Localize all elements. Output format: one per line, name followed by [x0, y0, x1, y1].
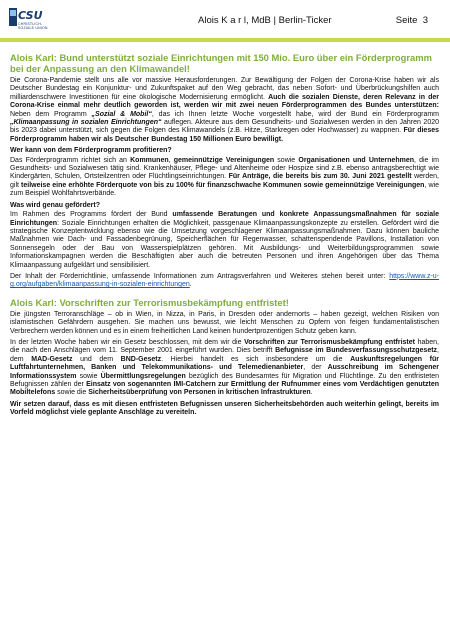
article-paragraph	[10, 401, 439, 418]
text-run-bold: Organisationen und Unternehmen	[298, 156, 414, 164]
text-run-bold: teilweise eine erhöhte Förderquote von bis zu 100% für finanzschwache Kommunen sowie gemeinnützige Vereinigungen	[21, 181, 425, 189]
text-run: auflegen. Akteure aus dem Gesundheits- und Sozialwesen werden in den Jahren 2020 bis 2023 dabei unterstützt, sich gegen die Folgen des Klimawandels (z.B. Hitze, Starkregen oder Hochwasser) zu wappnen.	[10, 119, 439, 135]
text-run: sowie	[274, 156, 299, 164]
logo-subtitle: CHRISTLICH-SOZIALE UNION	[18, 22, 48, 30]
text-run-bold: Wir setzen darauf, dass es mit diesen entfristeten Befugnissen unseren Sicherheitsbehörden auch weiterhin gelingt, bereits im Vorfeld möglichst viele geplante Anschläge zu vereiteln.	[10, 400, 439, 417]
newsletter-title: Alois K a r l, MdB | Berlin-Ticker	[198, 15, 332, 26]
text-run: bezüglich des Bundesamtes für Migration und Flüchtlinge. Zu den entfristeten Befugnissen zählen der	[10, 372, 439, 388]
text-run: werden, gilt	[10, 173, 439, 189]
article-paragraph: Die jüngsten Terroranschläge – ob in Wien, in Nizza, in Paris, in Dresden oder andernorts – haben gezeigt, welchen Risiken von islamistischen Gefährdern ausgehen. Sie machen uns bewusst, wie leicht Menschen zu Opfern von feigen fundamentalistischen Verbrechern werden können und es in einem freiheitlichen Land keinen hundertprozentigen Schutz geben kann.	[10, 310, 439, 335]
article-climate-adaptation	[10, 52, 439, 290]
subheading-beneficiaries: Wer kann von dem Förderprogramm profitieren?	[10, 147, 172, 155]
csu-logo	[4, 2, 56, 38]
article-paragraph	[10, 273, 439, 290]
program-name: „Klimaanpassung in sozialen Einrichtungen“	[10, 119, 162, 127]
page-number: Seite 3	[395, 15, 428, 26]
text-run-bold: gemeinnützige Vereinigungen	[173, 156, 275, 164]
text-run: .	[310, 389, 313, 397]
text-run: , der	[303, 364, 328, 372]
page-content	[10, 52, 439, 421]
info-link[interactable]: https://www.z-u-g.org/aufgaben/klimaanpassung-in-sozialen-einrichtungen	[10, 272, 439, 289]
subheading-funding-scope: Was wird genau gefördert?	[10, 201, 100, 209]
text-run: Im Rahmen des Programms fördert der Bund	[10, 211, 173, 219]
text-run-bold: BND-Gesetz	[120, 355, 162, 363]
article-paragraph	[10, 211, 439, 270]
article-paragraph	[10, 157, 439, 199]
text-run-bold: umfassende Beratungen und konkrete Anpassungsmaßnahmen für soziale Einrichtungen	[10, 211, 439, 227]
text-run: und dem	[72, 355, 121, 363]
text-run-bold: Auch die sozialen Dienste, deren Relevanz in der Corona-Krise einmal mehr deutlich geworden ist, werden wir mit zwei neuen Förderprogrammen des Bundes unterstützen:	[10, 93, 439, 110]
text-run-bold: Übermittlungsregelungen	[100, 372, 186, 380]
text-run: , wie zum Beispiel Wohlfahrtsverbände.	[10, 181, 439, 198]
text-run: Das Förderprogramm richtet sich an	[10, 156, 131, 164]
text-run-bold: Einsatz von sogenannten IMI-Catchern zur Ermittlung der Rufnummer eines vom Verdächtigen genutzten Mobiltelefons	[10, 381, 439, 397]
text-run-bold: Ausschreibung im Schengener Informationssystem	[10, 364, 439, 380]
article-paragraph	[10, 339, 439, 398]
text-run: Neben dem Programm	[10, 110, 92, 118]
text-run-bold: Befugnisse im Bundesverfassungsschutzgesetz	[275, 347, 438, 355]
text-run: , die im Gesundheits- und Sozialwesen tätig sind. Krankenhäuser, Pflege- und Altenheime oder Hospize sind z.B. ebenso antragsberechtigt wie Kindergärten, Schulen, Ortsteilzentren oder Flüchtlingseinrichtungen.	[10, 156, 440, 181]
text-run: .	[189, 281, 192, 289]
text-run-bold: Auskunftsregelungen für Luftfahrtunternehmen, Banken und Telekommunikations- und Telemedienanbieter	[10, 355, 440, 372]
text-run: sowie die	[55, 389, 89, 397]
text-run: , das ich Ihnen letzte Woche vorgestellt habe, wird der Bund ein Förderprogramm	[151, 110, 439, 118]
text-run-bold: Kommunen	[130, 156, 169, 164]
text-run: : Soziale Einrichtungen erhalten die Möglichkeit, passgenaue Klimaanpassungskonzepte zu erstellen. Gefördert wird die strategische Konzeptentwicklung ebenso wie die Umsetzung vorgeschlagener Klimaanpassungsmaßnahmen. Dazu können bauliche Maßnahmen wie Dach- und Fassadenbegrünung, Speicherflächen für Regenwasser, schattenspendende Pavillons, Installation von Sonnensegeln oder der Bau von Wasserspielplätzen gehören. Mit Ausbildungs- und Weiterbildungsprogrammen sowie Informationskampagnen werden die Beschäftigten aber auch die betreuten Personen und ihren Angehörigen über das Thema Klimaanpassung aufgeklärt und sensibilisiert.	[10, 219, 439, 269]
program-name: „Sozial & Mobil“	[91, 110, 152, 118]
text-run: , dem	[10, 347, 439, 363]
page-header	[0, 0, 450, 42]
text-run: . Hierbei handelt es sich insbesondere um die	[161, 355, 351, 363]
article-title: Alois Karl: Bund unterstützt soziale Einrichtungen mit 150 Mio. Euro über ein Förderprogramm bei der Anpassung an den Klimawandel!	[10, 52, 432, 74]
text-run: Der Inhalt der Förderrichtlinie, umfassende Informationen zum Antragsverfahren und Weiteres stehen bereit unter:	[10, 272, 390, 280]
text-run-bold: MAD-Gesetz	[31, 355, 73, 363]
article-terrorism-laws	[10, 297, 439, 418]
text-run-bold: Für dieses Förderprogramm haben wir als Deutscher Bundestag 150 Millionen Euro bewilligt.	[10, 127, 439, 143]
header-divider	[0, 38, 450, 42]
text-run: In der letzten Woche haben wir ein Gesetz beschlossen, mit dem wir die	[10, 338, 245, 346]
text-run-bold: Für Anträge, die bereits bis zum 30. Juni 2021 gestellt	[228, 173, 412, 181]
logo-text: CSU	[18, 9, 43, 22]
article-title: Alois Karl: Vorschriften zur Terrorismusbekämpfung entfristet!	[10, 296, 289, 308]
text-run: ,	[168, 156, 174, 164]
text-run: Die Corona-Pandemie stellt uns alle vor massive Herausforderungen. Zur Bewältigung der Folgen der Corona-Krise haben wir als Deutscher Bundestag ein Konjunktur- und Zukunftspaket auf den Weg gebracht, das neben Sofort- und Überbrückungshilfen auch milliardenschwere Investitionen für eine ökologische Modernisierung ermöglicht.	[10, 77, 439, 101]
text-run-bold: Vorschriften zur Terrorismusbekämpfung entfristet	[244, 338, 415, 346]
text-run: sowie	[76, 372, 101, 380]
text-run: haben, die nach den Anschlägen vom 11. September 2001 eingeführt wurden. Dies betrifft	[10, 338, 439, 355]
article-paragraph	[10, 77, 439, 144]
text-run-bold: Sicherheitsüberprüfung von Personen in kritischen Infrastrukturen	[88, 389, 311, 397]
